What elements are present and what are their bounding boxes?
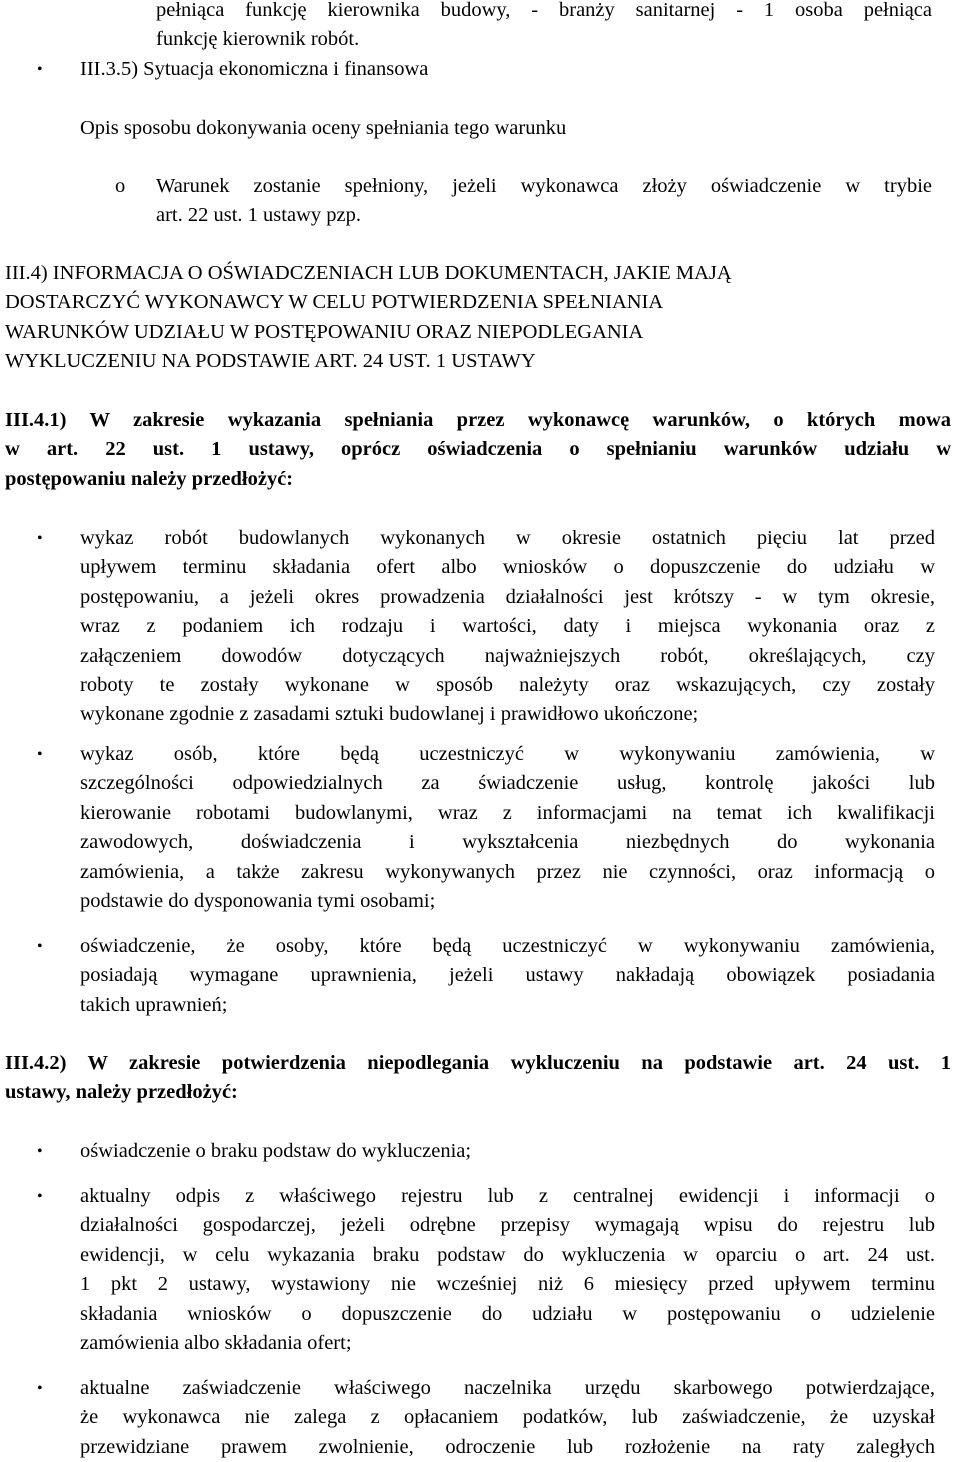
- list-item: [80, 932, 935, 991]
- text-line: oświadczenie, że osoby, które będą uczestniczyć w wykonywaniu zamówienia,: [80, 935, 935, 957]
- text-line: że wykonawca nie zalega z opłacaniem podatków, lub zaświadczenie, że uzyskał: [80, 1406, 935, 1429]
- section-heading-III-4-2-end: [5, 1078, 238, 1107]
- text-line: aktualny odpis z właściwego rejestru lub z centralnej ewidencji i informacji o: [80, 1185, 935, 1207]
- text-line: zawodowych, doświadczenia i wykształcenia niezbędnych do wykonania: [80, 831, 935, 854]
- list-item: [80, 524, 935, 700]
- text-line: upływem terminu składania ofert albo wniosków o dopuszczenie do udziału w: [80, 556, 935, 579]
- text-line: roboty te zostały wykonane w sposób należyty oraz wskazujących, czy zostały: [80, 674, 935, 697]
- text-line: składania wniosków o dopuszczenie do udziału w postępowaniu o udzielenie: [80, 1302, 935, 1325]
- list-item: [80, 1137, 471, 1166]
- text-line: aktualne zaświadczenie właściwego naczelnika urzędu skarbowego potwierdzające,: [80, 1377, 935, 1399]
- list-item-end: [80, 700, 698, 729]
- text-line: takich uprawnień;: [80, 994, 228, 1016]
- text-line: kierowanie robotami budowlanymi, wraz z informacjami na temat ich kwalifikacji: [80, 801, 935, 824]
- text-line: postępowaniu, a jeżeli okres prowadzenia działalności jest krótszy - w tym okresie,: [80, 585, 935, 608]
- heading-line: postępowaniu należy przedłożyć:: [5, 468, 294, 490]
- text-line: posiadają wymagane uprawnienia, jeżeli ustawy nakładają obowiązek posiadania: [80, 964, 935, 987]
- text-line: art. 22 ust. 1 ustawy pzp.: [156, 204, 361, 226]
- list-item: [80, 740, 935, 887]
- text-line: wykonane zgodnie z zasadami sztuki budowlanej i prawidłowo ukończone;: [80, 703, 699, 725]
- section-heading-III-4-1-end: [5, 465, 293, 494]
- section-heading-III-4-2: [5, 1049, 951, 1078]
- bullet-icon: •: [37, 1188, 43, 1205]
- list-item-end: [80, 887, 435, 916]
- bullet-icon: •: [37, 61, 43, 78]
- heading-line: WYKLUCZENIU NA PODSTAWIE ART. 24 UST. 1 USTAWY: [5, 350, 536, 373]
- text-line: działalności gospodarczej, jeżeli odrębne przepisy wymagają wpisu do rejestru lub: [80, 1214, 935, 1237]
- bullet-icon: •: [37, 530, 43, 547]
- section-heading-III-3-5: III.3.5) Sytuacja ekonomiczna i finansowa: [80, 58, 429, 80]
- heading-line: III.4.2) W zakresie potwierdzenia niepodlegania wykluczeniu na podstawie art. 24 ust. 1: [5, 1052, 951, 1074]
- text-line: zamówienia, a także zakresu wykonywanych przez nie czynności, oraz informacją o: [80, 860, 935, 883]
- text-line: pełniąca funkcję kierownika budowy, - branży sanitarnej - 1 osoba pełniąca: [156, 0, 932, 21]
- heading-line: w art. 22 ust. 1 ustawy, oprócz oświadczenia o spełnianiu warunków udziału w: [5, 438, 951, 461]
- text-line: szczególności odpowiedzialnych za świadczenie usług, kontrolę jakości lub: [80, 772, 935, 795]
- list-item-end: [80, 1329, 352, 1358]
- bullet-icon: •: [37, 1143, 43, 1160]
- text-line: zamówienia albo składania ofert;: [80, 1332, 352, 1354]
- condition-text-end: [156, 201, 361, 230]
- text-line: przewidziane prawem zwolnienie, odroczenie lub rozłożenie na raty zaległych: [80, 1435, 935, 1458]
- heading-line: III.4.1) W zakresie wykazania spełniania przez wykonawcę warunków, o których mowa: [5, 409, 951, 431]
- assessment-description-label: Opis sposobu dokonywania oceny spełniania tego warunku: [80, 117, 567, 139]
- text-line: załączeniem dowodów dotyczących najważniejszych robót, określających, czy: [80, 644, 935, 667]
- continuation-text: [156, 0, 932, 25]
- text-line: wykaz osób, które będą uczestniczyć w wykonywaniu zamówienia, w: [80, 743, 935, 765]
- heading-line: WARUNKÓW UDZIAŁU W POSTĘPOWANIU ORAZ NIEPODLEGANIA: [5, 320, 644, 343]
- bullet-icon: •: [37, 938, 43, 955]
- list-item-end: [80, 991, 227, 1020]
- condition-text: [156, 172, 932, 201]
- heading-line: III.4) INFORMACJA O OŚWIADCZENIACH LUB DOKUMENTACH, JAKIE MAJĄ: [5, 262, 732, 284]
- text-line: 1 pkt 2 ustawy, wystawiony nie wcześniej niż 6 miesięcy przed upływem terminu: [80, 1273, 935, 1296]
- bullet-icon: •: [37, 1380, 43, 1397]
- text-line: funkcję kierownik robót.: [156, 28, 360, 50]
- text-line: Warunek zostanie spełniony, jeżeli wykonawca złoży oświadczenie w trybie: [156, 175, 932, 197]
- text-line: ewidencji, w celu wykazania braku podstaw do wykluczenia w oparciu o art. 24 ust.: [80, 1243, 935, 1266]
- text-line: wraz z podaniem ich rodzaju i wartości, daty i miejsca wykonania oraz z: [80, 615, 935, 638]
- text-line: wykaz robót budowlanych wykonanych w okresie ostatnich pięciu lat przed: [80, 527, 935, 549]
- list-item: [80, 1182, 935, 1329]
- bullet-icon: •: [37, 746, 43, 763]
- section-heading-III-4-1: [5, 406, 951, 465]
- circle-bullet-icon: o: [115, 175, 126, 197]
- section-heading-III-4: [5, 259, 955, 377]
- continuation-text-end: [156, 25, 359, 54]
- heading-line: ustawy, należy przedłożyć:: [5, 1081, 238, 1103]
- text-line: podstawie do dysponowania tymi osobami;: [80, 890, 436, 912]
- text-line: oświadczenie o braku podstaw do wykluczenia;: [80, 1140, 472, 1162]
- heading-line: DOSTARCZYĆ WYKONAWCY W CELU POTWIERDZENIA SPEŁNIANIA: [5, 291, 664, 314]
- list-item: [80, 1374, 935, 1462]
